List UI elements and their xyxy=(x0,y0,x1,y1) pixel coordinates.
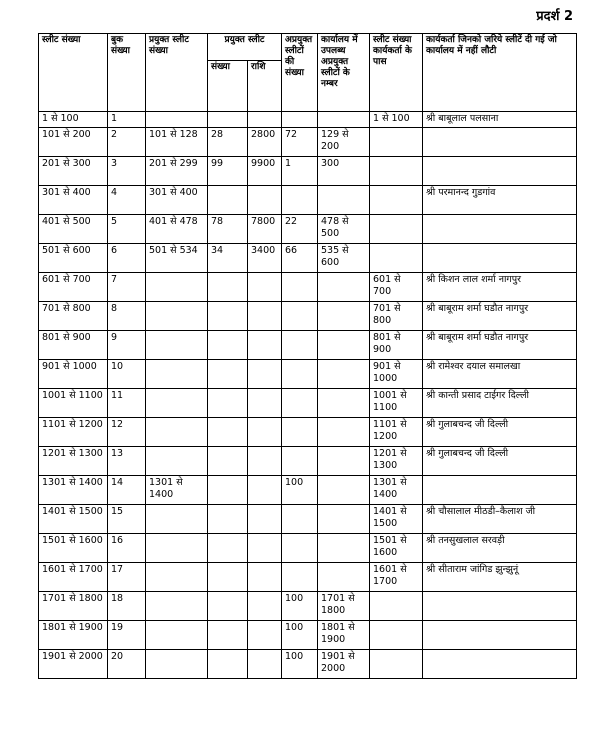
cell-book-number: 8 xyxy=(108,302,146,331)
cell-book-number: 17 xyxy=(108,563,146,592)
cell-office-unused xyxy=(318,302,370,331)
header-slot-number: स्लीट संख्या xyxy=(39,34,108,112)
cell-worker-slots: 1001 से 1100 xyxy=(370,389,423,418)
cell-office-unused xyxy=(318,186,370,215)
cell-used-slots: 401 से 478 xyxy=(146,215,208,244)
table-row xyxy=(39,186,577,215)
cell-used-slots xyxy=(146,112,208,128)
cell-worker-name xyxy=(423,157,577,186)
cell-count xyxy=(208,112,248,128)
cell-office-unused xyxy=(318,534,370,563)
cell-used-slots: 301 से 400 xyxy=(146,186,208,215)
cell-slot-range: 901 से 1000 xyxy=(39,360,108,389)
table-row xyxy=(39,157,577,186)
cell-office-unused xyxy=(318,563,370,592)
cell-unused-count: 1 xyxy=(282,157,318,186)
cell-office-unused: 300 xyxy=(318,157,370,186)
cell-worker-name xyxy=(423,592,577,621)
cell-count: 99 xyxy=(208,157,248,186)
cell-slot-range: 1 से 100 xyxy=(39,112,108,128)
cell-worker-name: श्री गुलाबचन्द जी दिल्ली xyxy=(423,418,577,447)
cell-amount: 2800 xyxy=(248,128,282,157)
cell-amount xyxy=(248,302,282,331)
cell-book-number: 7 xyxy=(108,273,146,302)
cell-used-slots xyxy=(146,650,208,679)
cell-unused-count xyxy=(282,563,318,592)
cell-unused-count: 66 xyxy=(282,244,318,273)
cell-office-unused xyxy=(318,360,370,389)
table-row xyxy=(39,563,577,592)
cell-worker-slots: 1 से 100 xyxy=(370,112,423,128)
cell-amount xyxy=(248,331,282,360)
cell-slot-range: 1501 से 1600 xyxy=(39,534,108,563)
cell-count xyxy=(208,534,248,563)
cell-slot-range: 601 से 700 xyxy=(39,273,108,302)
header-row xyxy=(39,34,577,61)
cell-used-slots xyxy=(146,331,208,360)
table-row xyxy=(39,128,577,157)
cell-used-slots xyxy=(146,389,208,418)
cell-slot-range: 1201 से 1300 xyxy=(39,447,108,476)
cell-amount xyxy=(248,112,282,128)
cell-count xyxy=(208,360,248,389)
cell-amount xyxy=(248,389,282,418)
cell-worker-slots: 901 से 1000 xyxy=(370,360,423,389)
cell-count xyxy=(208,650,248,679)
cell-worker-name: श्री तनसुखलाल सरवड़ी xyxy=(423,534,577,563)
cell-worker-name: श्री परमानन्द गुडगांव xyxy=(423,186,577,215)
cell-amount xyxy=(248,273,282,302)
table-row xyxy=(39,418,577,447)
cell-unused-count: 72 xyxy=(282,128,318,157)
cell-count xyxy=(208,186,248,215)
cell-worker-name: श्री बाबूराम शर्मा घडौत नागपुर xyxy=(423,331,577,360)
cell-count xyxy=(208,447,248,476)
cell-office-unused: 1801 से 1900 xyxy=(318,621,370,650)
cell-used-slots xyxy=(146,621,208,650)
cell-office-unused: 129 से 200 xyxy=(318,128,370,157)
cell-used-slots xyxy=(146,418,208,447)
cell-office-unused: 1901 से 2000 xyxy=(318,650,370,679)
cell-slot-range: 501 से 600 xyxy=(39,244,108,273)
cell-worker-slots: 1501 से 1600 xyxy=(370,534,423,563)
cell-worker-slots: 601 से 700 xyxy=(370,273,423,302)
cell-worker-name xyxy=(423,128,577,157)
header-used-slots-group: प्रयुक्त स्लीट xyxy=(208,34,282,61)
cell-count: 34 xyxy=(208,244,248,273)
cell-slot-range: 101 से 200 xyxy=(39,128,108,157)
cell-unused-count xyxy=(282,112,318,128)
cell-worker-name xyxy=(423,476,577,505)
cell-book-number: 19 xyxy=(108,621,146,650)
cell-book-number: 5 xyxy=(108,215,146,244)
cell-book-number: 14 xyxy=(108,476,146,505)
cell-office-unused xyxy=(318,112,370,128)
cell-unused-count xyxy=(282,505,318,534)
cell-count xyxy=(208,505,248,534)
cell-worker-slots: 1601 से 1700 xyxy=(370,563,423,592)
cell-count: 78 xyxy=(208,215,248,244)
cell-book-number: 4 xyxy=(108,186,146,215)
cell-count xyxy=(208,592,248,621)
cell-worker-name xyxy=(423,650,577,679)
cell-worker-name: श्री सीताराम जांगिड झुन्झुनूं xyxy=(423,563,577,592)
cell-amount xyxy=(248,447,282,476)
cell-worker-name: श्री चौसालाल मीठडी–कैलाश जी xyxy=(423,505,577,534)
table-row xyxy=(39,389,577,418)
cell-book-number: 20 xyxy=(108,650,146,679)
cell-book-number: 6 xyxy=(108,244,146,273)
table-row xyxy=(39,505,577,534)
cell-worker-name: श्री रामेश्वर दयाल समालखा xyxy=(423,360,577,389)
cell-used-slots xyxy=(146,302,208,331)
table-row xyxy=(39,331,577,360)
cell-book-number: 10 xyxy=(108,360,146,389)
cell-worker-slots xyxy=(370,244,423,273)
cell-worker-slots xyxy=(370,650,423,679)
cell-worker-name: श्री गुलाबचन्द जी दिल्ली xyxy=(423,447,577,476)
cell-book-number: 2 xyxy=(108,128,146,157)
cell-worker-name: श्री बाबूराम शर्मा घडौत नागपुर xyxy=(423,302,577,331)
header-worker-name: कार्यकर्ता जिनको जरिये स्लीटें दी गई जो कार्यालय में नहीं लौटी xyxy=(423,34,577,112)
cell-used-slots xyxy=(146,273,208,302)
cell-used-slots: 101 से 128 xyxy=(146,128,208,157)
cell-office-unused xyxy=(318,476,370,505)
cell-worker-name xyxy=(423,215,577,244)
cell-office-unused: 478 से 500 xyxy=(318,215,370,244)
cell-office-unused: 1701 से 1800 xyxy=(318,592,370,621)
cell-book-number: 1 xyxy=(108,112,146,128)
table-row xyxy=(39,112,577,128)
cell-worker-slots xyxy=(370,128,423,157)
header-worker-slots: स्लीट संख्या कार्यकर्ता के पास xyxy=(370,34,423,112)
header-book-number: बुक संख्या xyxy=(108,34,146,112)
cell-slot-range: 801 से 900 xyxy=(39,331,108,360)
cell-office-unused xyxy=(318,273,370,302)
cell-used-slots xyxy=(146,447,208,476)
cell-amount xyxy=(248,534,282,563)
cell-count: 28 xyxy=(208,128,248,157)
table-row xyxy=(39,476,577,505)
cell-worker-name xyxy=(423,621,577,650)
cell-slot-range: 401 से 500 xyxy=(39,215,108,244)
cell-worker-name xyxy=(423,244,577,273)
cell-amount: 7800 xyxy=(248,215,282,244)
table-row xyxy=(39,360,577,389)
cell-office-unused xyxy=(318,447,370,476)
cell-slot-range: 201 से 300 xyxy=(39,157,108,186)
cell-unused-count xyxy=(282,273,318,302)
cell-book-number: 15 xyxy=(108,505,146,534)
cell-unused-count xyxy=(282,534,318,563)
ledger-body xyxy=(39,112,577,679)
cell-amount xyxy=(248,186,282,215)
cell-book-number: 11 xyxy=(108,389,146,418)
cell-book-number: 3 xyxy=(108,157,146,186)
cell-used-slots xyxy=(146,534,208,563)
cell-count xyxy=(208,563,248,592)
cell-worker-slots: 1401 से 1500 xyxy=(370,505,423,534)
cell-amount: 9900 xyxy=(248,157,282,186)
cell-slot-range: 1401 से 1500 xyxy=(39,505,108,534)
header-office-unused: कार्यालय में उपलब्ध अप्रयुक्त स्लीटों के नम्बर xyxy=(318,34,370,112)
cell-book-number: 18 xyxy=(108,592,146,621)
cell-worker-slots xyxy=(370,621,423,650)
cell-amount xyxy=(248,476,282,505)
cell-slot-range: 701 से 800 xyxy=(39,302,108,331)
header-unused-count: अप्रयुक्त स्लीटों की संख्या xyxy=(282,34,318,112)
table-row xyxy=(39,621,577,650)
cell-count xyxy=(208,476,248,505)
exhibit-label: प्रदर्श 2 xyxy=(536,9,573,24)
cell-used-slots: 1301 से 1400 xyxy=(146,476,208,505)
table-row xyxy=(39,534,577,563)
table-row xyxy=(39,650,577,679)
cell-slot-range: 301 से 400 xyxy=(39,186,108,215)
cell-office-unused xyxy=(318,331,370,360)
cell-worker-name: श्री कान्ती प्रसाद टाईगर दिल्ली xyxy=(423,389,577,418)
cell-slot-range: 1601 से 1700 xyxy=(39,563,108,592)
cell-unused-count: 100 xyxy=(282,621,318,650)
slip-ledger-table xyxy=(38,33,577,679)
cell-slot-range: 1001 से 1100 xyxy=(39,389,108,418)
cell-count xyxy=(208,331,248,360)
cell-used-slots xyxy=(146,592,208,621)
cell-count xyxy=(208,621,248,650)
cell-worker-name: श्री किशन लाल शर्मा नागपुर xyxy=(423,273,577,302)
header-count: संख्या xyxy=(208,61,248,112)
cell-worker-slots: 1201 से 1300 xyxy=(370,447,423,476)
cell-book-number: 16 xyxy=(108,534,146,563)
cell-book-number: 12 xyxy=(108,418,146,447)
table-row xyxy=(39,273,577,302)
cell-worker-slots xyxy=(370,186,423,215)
cell-office-unused xyxy=(318,389,370,418)
table-row xyxy=(39,592,577,621)
cell-office-unused xyxy=(318,505,370,534)
cell-unused-count: 22 xyxy=(282,215,318,244)
cell-amount xyxy=(248,360,282,389)
cell-count xyxy=(208,389,248,418)
cell-slot-range: 1901 से 2000 xyxy=(39,650,108,679)
cell-amount xyxy=(248,592,282,621)
cell-amount xyxy=(248,563,282,592)
cell-book-number: 13 xyxy=(108,447,146,476)
cell-slot-range: 1301 से 1400 xyxy=(39,476,108,505)
cell-unused-count xyxy=(282,418,318,447)
cell-office-unused: 535 से 600 xyxy=(318,244,370,273)
cell-unused-count: 100 xyxy=(282,592,318,621)
cell-used-slots xyxy=(146,563,208,592)
cell-count xyxy=(208,273,248,302)
cell-worker-slots xyxy=(370,157,423,186)
cell-worker-slots: 701 से 800 xyxy=(370,302,423,331)
cell-worker-slots xyxy=(370,592,423,621)
header-amount: राशि xyxy=(248,61,282,112)
cell-slot-range: 1801 से 1900 xyxy=(39,621,108,650)
cell-count xyxy=(208,302,248,331)
cell-worker-slots: 1301 से 1400 xyxy=(370,476,423,505)
cell-worker-name: श्री बाबूलाल पलसाना xyxy=(423,112,577,128)
cell-count xyxy=(208,418,248,447)
cell-unused-count: 100 xyxy=(282,476,318,505)
cell-used-slots: 501 से 534 xyxy=(146,244,208,273)
cell-unused-count xyxy=(282,186,318,215)
cell-worker-slots xyxy=(370,215,423,244)
table-row xyxy=(39,244,577,273)
cell-used-slots: 201 से 299 xyxy=(146,157,208,186)
cell-used-slots xyxy=(146,505,208,534)
table-row xyxy=(39,215,577,244)
cell-unused-count xyxy=(282,302,318,331)
cell-worker-slots: 1101 से 1200 xyxy=(370,418,423,447)
cell-amount: 3400 xyxy=(248,244,282,273)
cell-amount xyxy=(248,418,282,447)
cell-amount xyxy=(248,650,282,679)
cell-slot-range: 1101 से 1200 xyxy=(39,418,108,447)
cell-book-number: 9 xyxy=(108,331,146,360)
cell-office-unused xyxy=(318,418,370,447)
table-row xyxy=(39,302,577,331)
cell-unused-count xyxy=(282,447,318,476)
header-used-slots: प्रयुक्त स्लीट संख्या xyxy=(146,34,208,112)
cell-unused-count xyxy=(282,360,318,389)
table-row xyxy=(39,447,577,476)
cell-worker-slots: 801 से 900 xyxy=(370,331,423,360)
cell-slot-range: 1701 से 1800 xyxy=(39,592,108,621)
cell-unused-count xyxy=(282,331,318,360)
cell-unused-count: 100 xyxy=(282,650,318,679)
cell-unused-count xyxy=(282,389,318,418)
cell-amount xyxy=(248,621,282,650)
cell-amount xyxy=(248,505,282,534)
cell-used-slots xyxy=(146,360,208,389)
